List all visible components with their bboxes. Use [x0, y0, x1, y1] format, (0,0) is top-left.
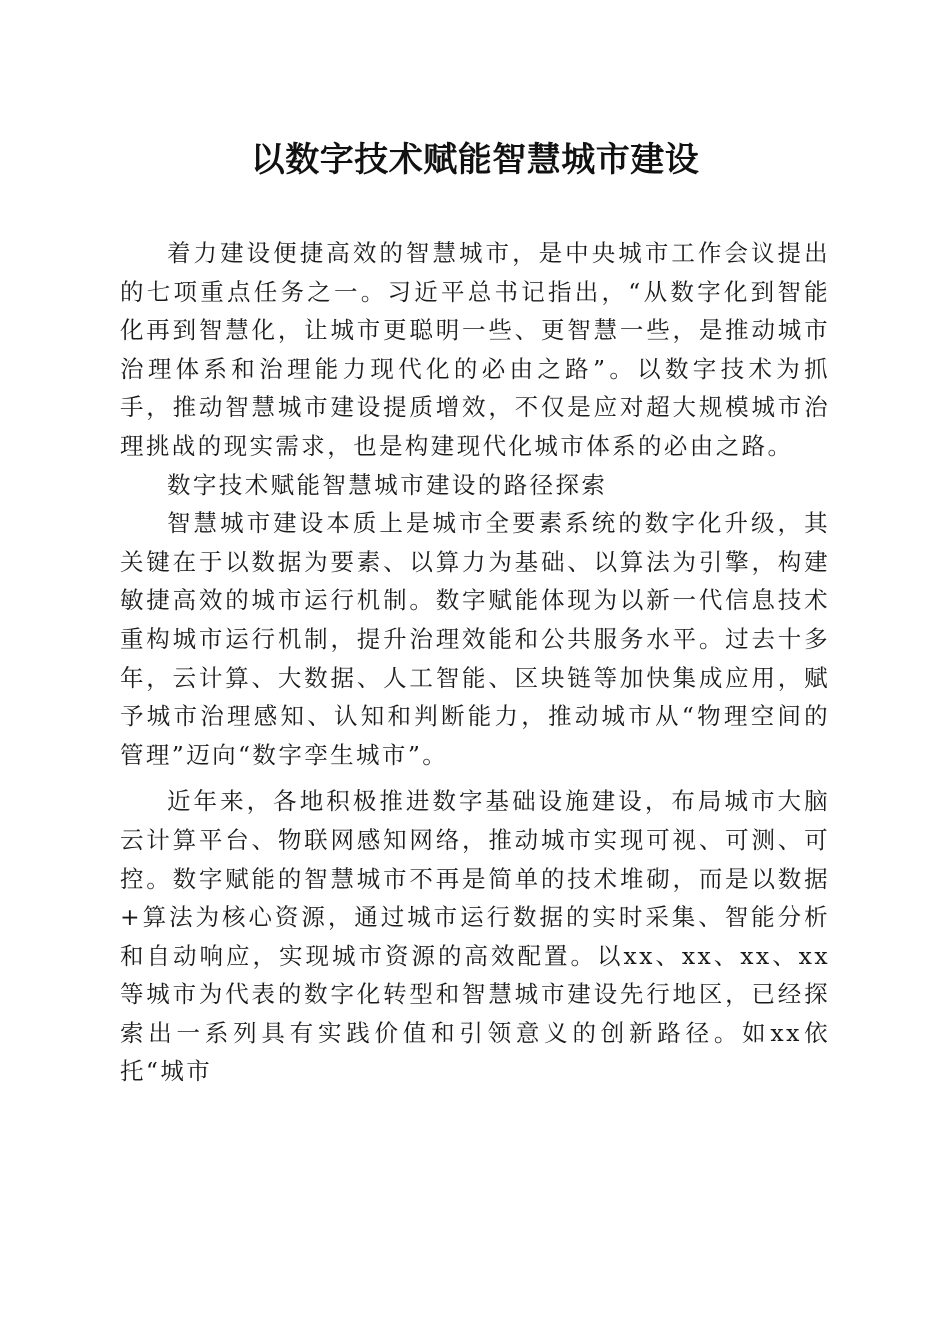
document-title: 以数字技术赋能智慧城市建设 — [250, 140, 700, 180]
document-body — [120, 234, 830, 1091]
paragraph-essence: 智慧城市建设本质上是城市全要素系统的数字化升级，其关键在于以数据为要素、以算力为基础、以算法为引擎，构建敏捷高效的城市运行机制。数字赋能体现为以新一代信息技术重构城市运行机制，提升治理效能和公共服务水平。过去十多年，云计算、大数据、人工智能、区块链等加快集成应用，赋予城市治理感知、认知和判断能力，推动城市从“物理空间的管理”迈向“数字孪生城市”。 — [120, 509, 830, 769]
section-heading: 数字技术赋能智慧城市建设的路径探索 — [167, 470, 608, 499]
paragraph-intro: 着力建设便捷高效的智慧城市，是中央城市工作会议提出的七项重点任务之一。习近平总书记指出，“从数字化到智能化再到智慧化，让城市更聪明一些、更智慧一些，是推动城市治理体系和治理能力现代化的必由之路”。以数字技术为抓手，推动智慧城市建设提质增效，不仅是应对超大规模城市治理挑战的现实需求，也是构建现代化城市体系的必由之路。 — [120, 239, 830, 460]
paragraph-recent-years: 近年来，各地积极推进数字基础设施建设，布局城市大脑云计算平台、物联网感知网络，推动城市实现可视、可测、可控。数字赋能的智慧城市不再是简单的技术堆砌，而是以数据+算法为核心资源，通过城市运行数据的实时采集、智能分析和自动响应，实现城市资源的高效配置。以xx、xx、xx、xx等城市为代表的数字化转型和智慧城市建设先行地区，已经探索出一系列具有实践价值和引领意义的创新路径。如xx依托“城市 — [120, 787, 830, 1086]
